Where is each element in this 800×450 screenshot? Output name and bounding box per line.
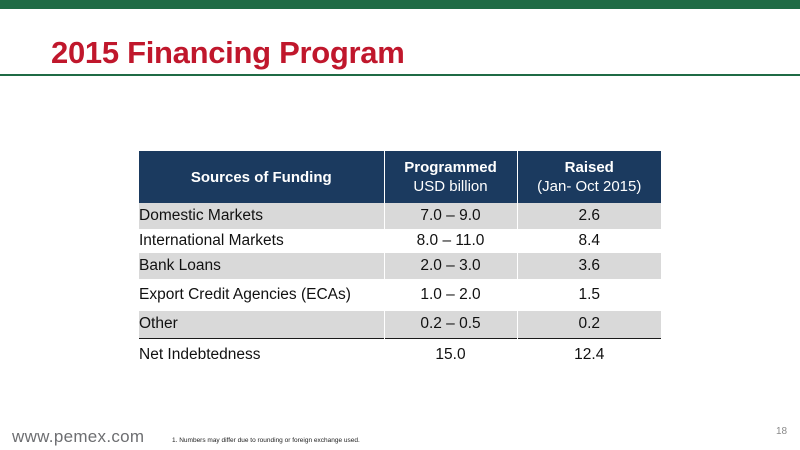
cell-raised: 3.6 — [517, 253, 661, 279]
header-sources — [139, 151, 384, 203]
website-url: www.pemex.com — [12, 427, 145, 446]
cell-programmed: 0.2 – 0.5 — [384, 311, 517, 338]
header-programmed-label: Programmed — [404, 159, 497, 176]
cell-source: Other — [139, 311, 384, 338]
cell-source: Net Indebtedness — [139, 338, 384, 371]
cell-programmed: 8.0 – 11.0 — [384, 229, 517, 253]
table-header-row — [139, 151, 661, 203]
cell-programmed: 1.0 – 2.0 — [384, 279, 517, 311]
header-raised — [517, 151, 661, 203]
cell-raised: 8.4 — [517, 229, 661, 253]
top-accent-bar — [0, 0, 800, 9]
header-raised-period: (Jan- Oct 2015) — [537, 178, 642, 195]
slide-title: 2015 Financing Program — [51, 35, 405, 70]
table-row-total — [139, 338, 661, 371]
footnote: 1. Numbers may differ due to rounding or foreign exchange used. — [172, 437, 360, 444]
table-row — [139, 311, 661, 338]
title-divider — [0, 74, 800, 76]
cell-programmed: 15.0 — [384, 338, 517, 371]
header-programmed-unit: USD billion — [413, 178, 488, 195]
header-sources-label: Sources of Funding — [190, 168, 332, 186]
page-number: 18 — [776, 426, 788, 437]
cell-source: Export Credit Agencies (ECAs) — [139, 279, 384, 311]
cell-programmed: 2.0 – 3.0 — [384, 253, 517, 279]
header-programmed — [384, 151, 517, 203]
cell-source: Domestic Markets — [139, 203, 384, 229]
cell-raised: 2.6 — [517, 203, 661, 229]
table-row — [139, 203, 661, 229]
cell-source: Bank Loans — [139, 253, 384, 279]
table-row — [139, 253, 661, 279]
table-row — [139, 279, 661, 311]
cell-raised: 12.4 — [517, 338, 661, 371]
cell-raised: 0.2 — [517, 311, 661, 338]
funding-table — [139, 151, 661, 371]
cell-source: International Markets — [139, 229, 384, 253]
header-raised-label: Raised — [564, 159, 614, 176]
cell-raised: 1.5 — [517, 279, 661, 311]
cell-programmed: 7.0 – 9.0 — [384, 203, 517, 229]
table-row — [139, 229, 661, 253]
